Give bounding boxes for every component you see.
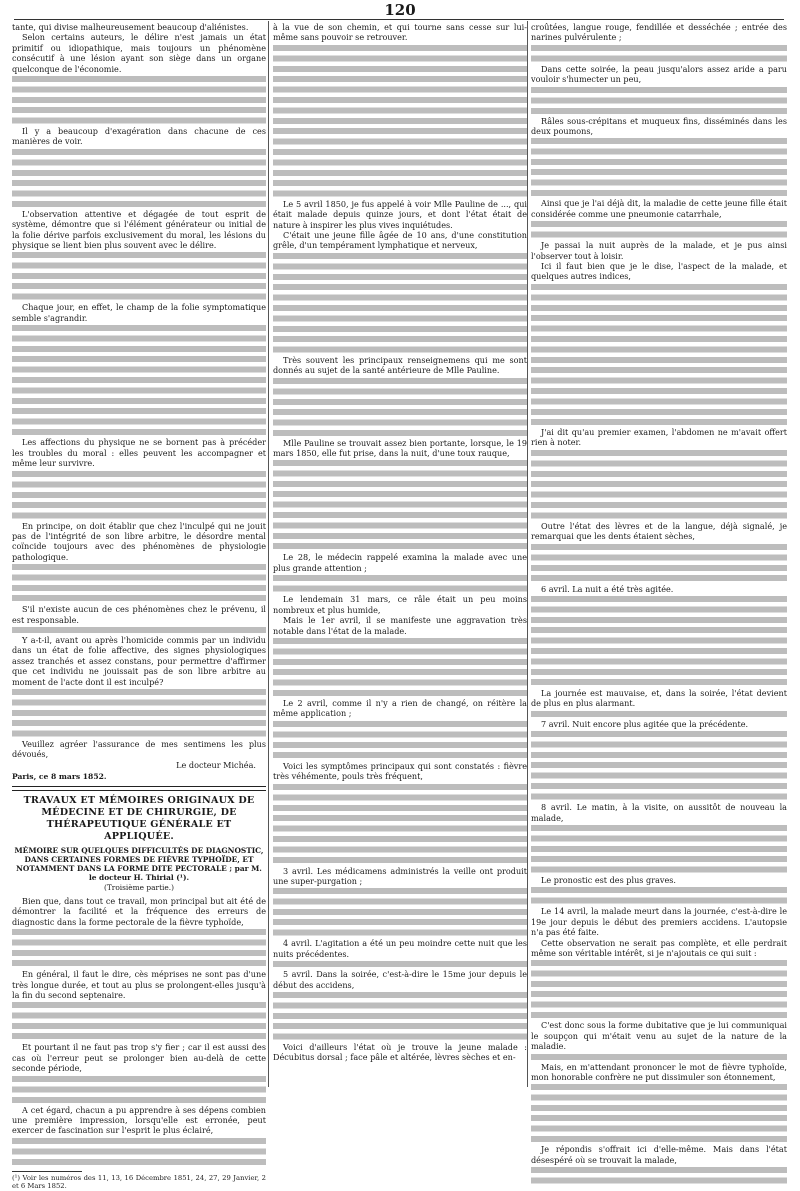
column-2 xyxy=(273,22,527,1092)
column-rule-2 xyxy=(527,21,528,1087)
paragraph: L'observation attentive et dégagée de tout esprit de système, démontre que si l'élément générateur ou initial de la folie dérive parfois exclusivement du moral, les lésions du physique se lient bien plus souvent avec le délire. xyxy=(12,208,266,251)
paragraph: Mais le 1er avril, il se manifeste une aggravation très notable dans l'état de la malade. xyxy=(273,615,527,636)
page-number: 120 xyxy=(384,1,416,19)
text-lines xyxy=(273,376,527,438)
section-rule xyxy=(12,786,266,791)
paragraph: à la vue de son chemin, et qui tourne sans cesse sur lui-même sans pouvoir se retrouver. xyxy=(273,22,527,43)
paragraph: 5 avril. Dans la soirée, c'est-à-dire le 15me jour depuis le début des accidens, xyxy=(273,969,527,990)
paragraph: Le pronostic est des plus graves. xyxy=(541,874,676,885)
paragraph: Y a-t-il, avant ou après l'homicide commis par un individu dans un état de folie affective, des signes physiologiques assez tranchés et assez constans, pour permettre d'affirmer que cet individu ne jouissait pas de son libre arbitre au moment de l'acte dont il est inculpé? xyxy=(12,634,266,687)
text-lines xyxy=(273,636,527,698)
paragraph: Veuillez agréer l'assurance de mes sentimens les plus dévoués, xyxy=(12,738,266,760)
header-rule xyxy=(14,19,784,20)
paragraph: Bien que, dans tout ce travail, mon principal but ait été de démontrer la facilité et la fréquence des erreurs de diagnostic dans la forme pectorale de la fièvre typhoïde, xyxy=(12,896,266,927)
paragraph: 4 avril. L'agitation a été un peu moindre cette nuit que les nuits précédentes. xyxy=(273,938,527,959)
text-lines xyxy=(12,927,266,969)
text-lines xyxy=(531,542,787,584)
paragraph: Voici les symptômes principaux qui sont constatés : fièvre très véhémente, pouls très fréquent, xyxy=(273,760,527,782)
paragraph: C'est donc sous la forme dubitative que je lui communiquai le soupçon qui m'était venu au sujet de la nature de la maladie. xyxy=(531,1020,787,1052)
text-lines xyxy=(531,1082,787,1144)
column-1 xyxy=(12,22,266,1191)
text-lines xyxy=(273,251,527,355)
text-lines xyxy=(531,885,787,906)
paragraph: En principe, on doit établir que chez l'inculpé qui ne jouit pas de l'intégrité de son libre arbitre, le désordre mental coïncide toujours avec des phénomènes de physiologie pathologique. xyxy=(12,520,266,562)
section-subtitle: MÉMOIRE SUR QUELQUES DIFFICULTÉS DE DIAGNOSTIC, DANS CERTAINES FORMES DE FIÈVRE TYPHOÏDE, ET NOTAMMENT DANS LA FORME DITE PECTORALE ; par M. le docteur H. Thirial (¹). xyxy=(14,845,264,882)
paragraph: Mais, en m'attendant prononcer le mot de fièvre typhoïde, mon honorable confrère ne put dissimuler son étonnement, xyxy=(531,1061,787,1082)
paragraph: Dans cette soirée, la peau jusqu'alors assez aride a paru vouloir s'humecter un peu, xyxy=(531,63,787,85)
text-lines xyxy=(273,886,527,938)
text-lines xyxy=(12,1074,266,1105)
text-lines xyxy=(273,573,527,594)
paragraph: Je répondis s'offrait ici d'elle-même. Mais dans l'état désespéré où se trouvait la malade, xyxy=(531,1144,787,1165)
paragraph: Chaque jour, en effet, le champ de la folie symptomatique semble s'agrandir. xyxy=(12,302,266,323)
text-lines xyxy=(531,1165,787,1186)
paragraph: 6 avril. La nuit a été très agitée. xyxy=(541,583,674,594)
paragraph: Mlle Pauline se trouvait assez bien portante, lorsque, le 19 mars 1850, elle fut prise, dans la nuit, d'une toux rauque, xyxy=(273,437,527,459)
text-lines xyxy=(12,1000,266,1042)
paragraph: Râles sous-crépitans et muqueux fins, disséminés dans les deux poumons, xyxy=(531,115,787,137)
text-lines xyxy=(531,823,787,875)
paragraph: Voici d'ailleurs l'état où je trouve la jeune malade : Décubitus dorsal ; face pâle et altérée, lèvres sèches et en- xyxy=(273,1041,527,1063)
paragraph: Outre l'état des lèvres et de la langue, déjà signalé, je remarquai que les dents étaient sèches, xyxy=(531,520,787,542)
paragraph: Le 2 avril, comme il n'y a rien de changé, on réitère la même application ; xyxy=(273,697,527,719)
text-lines xyxy=(531,1052,787,1062)
dateline: Paris, ce 8 mars 1852. xyxy=(12,772,107,782)
paragraph: La journée est mauvaise, et, dans la soirée, l'état devient de plus en plus alarmant. xyxy=(531,687,787,709)
text-lines xyxy=(531,729,787,802)
text-lines xyxy=(273,990,527,1042)
paragraph: Je passai la nuit auprès de la malade, et je pus ainsi l'observer tout à loisir. xyxy=(531,240,787,261)
text-lines xyxy=(12,469,266,521)
paragraph: S'il n'existe aucun de ces phénomènes chez le prévenu, il est responsable. xyxy=(12,604,266,625)
text-lines xyxy=(12,250,266,302)
text-lines xyxy=(12,1136,266,1167)
paragraph: 7 avril. Nuit encore plus agitée que la précédente. xyxy=(541,718,749,729)
text-lines xyxy=(273,719,527,761)
text-lines xyxy=(531,958,787,1020)
text-lines xyxy=(531,594,787,688)
paragraph: Le 28, le médecin rappelé examina la malade avec une plus grande attention ; xyxy=(273,552,527,573)
paragraph: Ainsi que je l'ai déjà dit, la maladie de cette jeune fille était considérée comme une pneumonie catarrhale, xyxy=(531,198,787,219)
section-part: (Troisième partie.) xyxy=(103,882,175,892)
text-lines xyxy=(531,448,787,521)
text-lines xyxy=(531,709,787,719)
paragraph: Ici il faut bien que je le dise, l'aspect de la malade, et quelques autres indices, xyxy=(531,261,787,282)
paragraph: Très souvent les principaux renseignemens qui me sont donnés au sujet de la santé antérieure de Mlle Pauline. xyxy=(273,354,527,376)
text-lines xyxy=(12,74,266,126)
footnote-rule xyxy=(12,1171,82,1172)
text-lines xyxy=(273,959,527,969)
text-lines xyxy=(531,43,787,64)
paragraph: C'était une jeune fille âgée de 10 ans, d'une constitution grêle, d'un tempérament lymphatique et nerveux, xyxy=(273,230,527,251)
paragraph: Et pourtant il ne faut pas trop s'y fier ; car il est aussi des cas où l'erreur peut se prolonger bien au-delà de cette seconde période, xyxy=(12,1042,266,1074)
paragraph: tante, qui divise malheureusement beaucoup d'aliénistes. xyxy=(12,22,249,32)
text-lines xyxy=(12,562,266,604)
text-lines xyxy=(12,323,266,437)
text-lines xyxy=(531,282,787,427)
text-lines xyxy=(273,782,527,866)
column-3 xyxy=(531,22,787,1165)
paragraph: Cette observation ne serait pas complète, et elle perdrait même son véritable intérêt, si je n'ajoutais ce qui suit : xyxy=(531,937,787,958)
paragraph: 8 avril. Le matin, à la visite, on aussitôt de nouveau la malade, xyxy=(531,802,787,823)
paragraph: croûtées, langue rouge, fendillée et desséchée ; entrée des narines pulvérulente ; xyxy=(531,22,787,43)
paragraph: Il y a beaucoup d'exagération dans chacune de ces manières de voir. xyxy=(12,126,266,147)
text-lines xyxy=(12,625,266,635)
section-heading: TRAVAUX ET MÉMOIRES ORIGINAUX DE MÉDECINE ET DE CHIRURGIE, DE THÉRAPEUTIQUE GÉNÉRALE ET APPLIQUÉE. xyxy=(23,794,255,842)
paragraph: Le 14 avril, la malade meurt dans la journée, c'est-à-dire le 19e jour depuis le début des premiers accidens. L'autopsie n'a pas été faite. xyxy=(531,906,787,938)
paragraph: Le 5 avril 1850, je fus appelé à voir Mlle Pauline de ..., qui était malade depuis quinze jours, et dont l'état était de nature à inspirer les plus vives inquiétudes. xyxy=(273,198,527,230)
text-lines xyxy=(12,687,266,739)
text-lines xyxy=(531,136,787,198)
text-lines xyxy=(273,43,527,199)
text-lines xyxy=(273,458,527,552)
paragraph: Selon certains auteurs, le délire n'est jamais un état primitif ou idiopathique, mais toujours un phénomène consécutif à une lésion ayant son siège dans un organe quelconque de l'économie. xyxy=(12,32,266,74)
paragraph: 3 avril. Les médicamens administrés la veille ont produit une super-purgation ; xyxy=(273,865,527,886)
paragraph: J'ai dit qu'au premier examen, l'abdomen ne m'avait offert rien à noter. xyxy=(531,426,787,448)
text-lines xyxy=(531,85,787,116)
paragraph: Le lendemain 31 mars, ce râle était un peu moins nombreux et plus humide, xyxy=(273,594,527,615)
text-lines xyxy=(12,147,266,209)
column-rule-1 xyxy=(268,21,269,1087)
paragraph: Les affections du physique ne se bornent pas à précéder les troubles du moral : elles peuvent les accompagner et même leur survivre. xyxy=(12,437,266,469)
paragraph: A cet égard, chacun a pu apprendre à ses dépens combien une première impression, lorsqu'elle est erronée, peut exercer de fascination sur l'esprit le plus éclairé, xyxy=(12,1104,266,1136)
paragraph: En général, il faut le dire, cès méprises ne sont pas d'une très longue durée, et tout au plus se prolongent-elles jusqu'à la fin du second septenaire. xyxy=(12,969,266,1001)
text-lines xyxy=(531,219,787,240)
signature: Le docteur Michéa. xyxy=(176,759,256,770)
footnote: (¹) Voir les numéros des 11, 13, 16 Décembre 1851, 24, 27, 29 Janvier, 2 et 6 Mars 1852. xyxy=(12,1173,266,1191)
